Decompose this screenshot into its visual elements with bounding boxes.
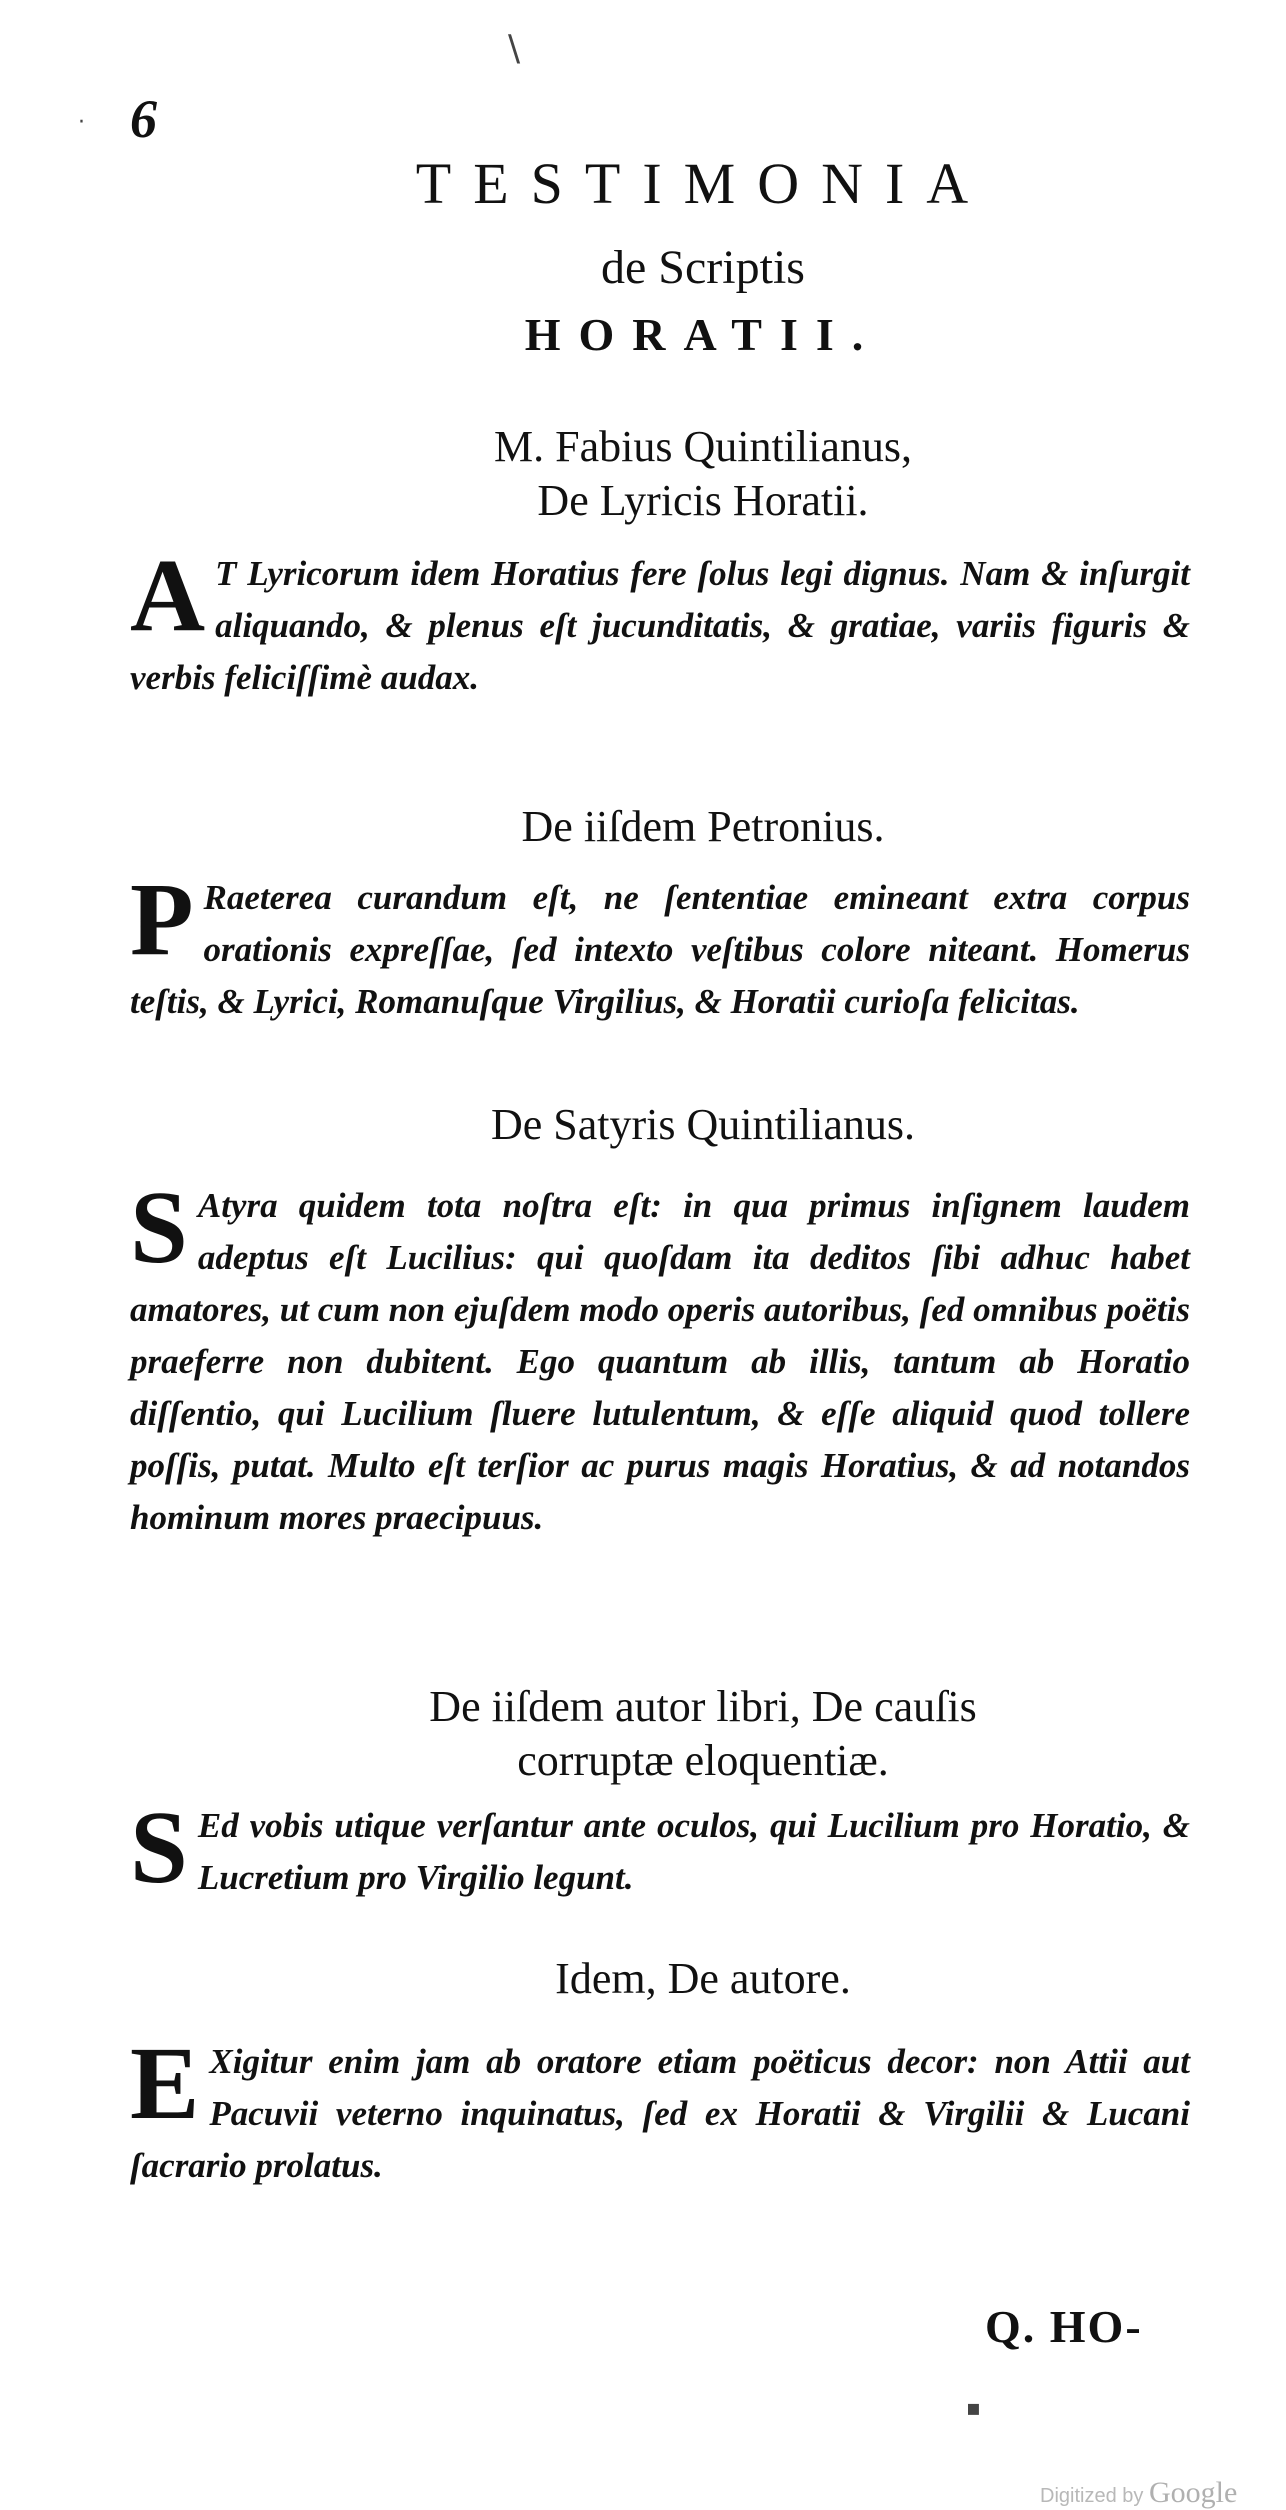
section-paragraph — [130, 2026, 1190, 2192]
section-paragraph — [130, 862, 1190, 1028]
heading-line: De iiſdem Petronius. — [521, 802, 885, 851]
section-heading — [0, 420, 1286, 528]
digitized-watermark — [1040, 2476, 1237, 2510]
page-subtitle: de Scriptis — [601, 241, 805, 294]
section-heading — [0, 800, 1286, 854]
watermark-prefix: Digitized by — [1040, 2485, 1144, 2507]
drop-cap: S — [130, 1790, 188, 1905]
paragraph-text: Raeterea curandum eſt, ne ſententiae emineant extra corpus orationis expreſſae, ſed intexto veſtibus colore niteant. Homerus teſtis, & Lyrici, Romanuſque Virgilius, & Horatii curioſa felicitas. — [130, 878, 1190, 1021]
heading-line: corruptæ eloquentiæ. — [517, 1736, 889, 1785]
page-subtitle-author: HORATII. — [524, 309, 882, 360]
section-heading — [0, 1098, 1286, 1152]
catchword: Q. HO- — [985, 2301, 1143, 2352]
heading-line: De Lyricis Horatii. — [537, 476, 869, 525]
section-paragraph — [130, 1790, 1190, 1905]
scan-speck: · — [78, 110, 85, 135]
section-paragraph — [130, 538, 1190, 704]
scan-speck: \ — [508, 28, 521, 69]
drop-cap: S — [130, 1170, 188, 1285]
heading-line: De iiſdem autor libri, De cauſis — [429, 1682, 977, 1731]
drop-cap: P — [130, 862, 194, 977]
paragraph-text: Xigitur enim jam ab oratore etiam poëticus decor: non Attii aut Pacuvii veterno inquinatus, ſed ex Horatii & Virgilii & Lucani ſacrario prolatus. — [130, 2042, 1190, 2185]
paragraph-text: Atyra quidem tota noſtra eſt: in qua primus inſignem laudem adeptus eſt Lucilius: qui quoſdam ita deditos ſibi adhuc habet amatores, ut cum non ejuſdem modo operis autoribus, ſed omnibus poëtis praeferre non dubitent. Ego quantum ab illis, tantum ab Horatio diſſentio, qui Lucilium ſluere lutulentum, & eſſe aliquid quod tollere poſſis, putat. Multo eſt terſior ac purus magis Horatius, & ad notandos hominum mores praecipuus. — [130, 1186, 1190, 1537]
page-title: TESTIMONIA — [415, 151, 991, 216]
paragraph-text: Ed vobis utique verſantur ante oculos, qui Lucilium pro Horatio, & Lucretium pro Virgilio legunt. — [197, 1806, 1190, 1897]
heading-line: Idem, De autore. — [555, 1954, 851, 2003]
paragraph-text: T Lyricorum idem Horatius fere ſolus legi dignus. Nam & inſurgit aliquando, & plenus eſt jucunditatis, & gratiae, variis figuris & verbis feliciſſimè audax. — [130, 554, 1190, 697]
page-number: 6 — [130, 89, 157, 149]
scan-speck: ▪ — [966, 2396, 981, 2421]
drop-cap: A — [130, 538, 206, 653]
drop-cap: E — [130, 2026, 200, 2141]
google-logo: Google — [1148, 2476, 1238, 2509]
section-heading — [0, 1952, 1286, 2006]
heading-line: M. Fabius Quintilianus, — [493, 422, 913, 471]
heading-line: De Satyris Quintilianus. — [490, 1100, 916, 1149]
section-heading — [0, 1680, 1286, 1788]
section-paragraph — [130, 1170, 1190, 1544]
